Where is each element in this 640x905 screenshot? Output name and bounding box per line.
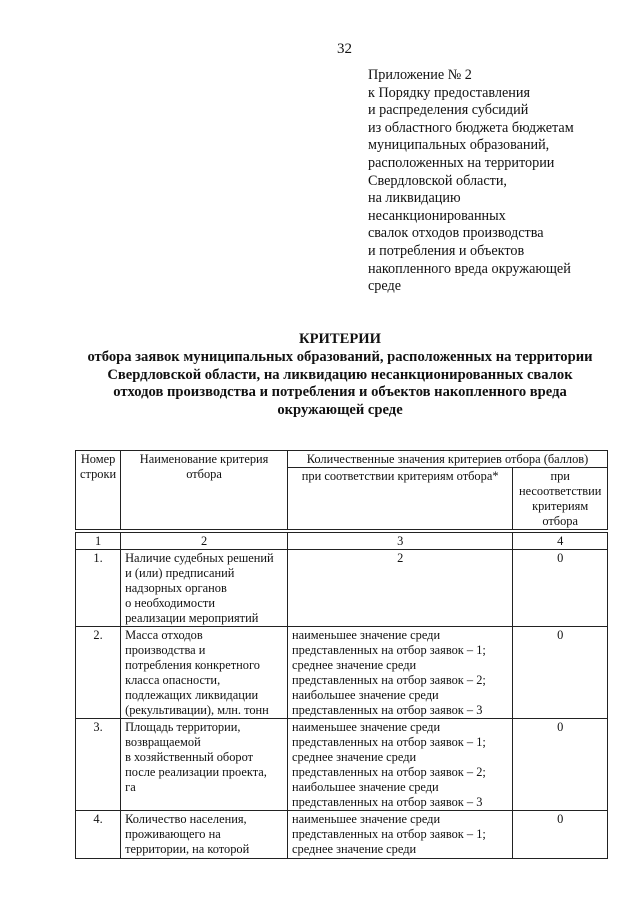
cell-line: надзорных органов <box>125 581 227 595</box>
header-text: Наименование критерия <box>139 452 269 466</box>
cell-line: территории, на которой <box>125 842 250 856</box>
cell-line: представленных на отбор заявок – 1; <box>292 643 486 657</box>
compliant-value <box>288 627 513 719</box>
cell-line: производства и <box>125 643 206 657</box>
appendix-line: к Порядку предоставления <box>368 84 530 101</box>
cell-line: га <box>125 780 136 794</box>
cell-line: наибольшее значение среди <box>292 688 439 702</box>
appendix-line: муниципальных образований, <box>368 137 550 154</box>
cell-line: среднее значение среди <box>292 842 417 856</box>
noncompliant-value: 0 <box>513 627 608 719</box>
table-row <box>76 627 608 719</box>
cell-line: в хозяйственный оборот <box>125 750 254 764</box>
cell-line: среднее значение среди <box>292 750 417 764</box>
appendix-line: свалок отходов производства <box>368 225 544 242</box>
appendix-line: и распределения субсидий <box>368 102 529 119</box>
noncompliant-value: 0 <box>513 550 608 627</box>
appendix-line: несанкционированных <box>368 207 506 224</box>
cell-line: о необходимости <box>125 596 215 610</box>
cell-line: проживающего на <box>125 827 221 841</box>
cell-line: наибольшее значение среди <box>292 780 439 794</box>
title-line: отбора заявок муниципальных образований, расположенных на территории <box>87 348 593 365</box>
document-title <box>40 331 640 420</box>
cell-line: представленных на отбор заявок – 2; <box>292 673 486 687</box>
title-heading: КРИТЕРИИ <box>299 331 381 347</box>
header-text: критериям <box>532 499 589 513</box>
header-criterion-name <box>121 451 288 530</box>
header-text: Номер <box>80 452 116 466</box>
appendix-line: накопленного вреда окружающей <box>368 260 571 277</box>
header-text: несоответствии <box>518 484 602 498</box>
column-number: 1 <box>76 533 121 550</box>
cell-line: после реализации проекта, <box>125 765 267 779</box>
page-number: 32 <box>337 41 352 57</box>
column-number: 2 <box>121 533 288 550</box>
header-text: при <box>550 469 570 483</box>
cell-line: наименьшее значение среди <box>292 720 441 734</box>
cell-line: потребления конкретного <box>125 658 260 672</box>
cell-line: представленных на отбор заявок – 1; <box>292 735 486 749</box>
header-values-group: Количественные значения критериев отбора (баллов) <box>288 451 608 468</box>
compliant-value <box>288 719 513 811</box>
criterion-name <box>121 627 288 719</box>
noncompliant-value: 0 <box>513 719 608 811</box>
cell-line: возвращаемой <box>125 735 201 749</box>
row-number: 1. <box>76 550 121 627</box>
table-row <box>76 719 608 811</box>
cell-line: Наличие судебных решений <box>125 551 274 565</box>
cell-line: Площадь территории, <box>125 720 241 734</box>
cell-line: представленных на отбор заявок – 3 <box>292 703 483 717</box>
cell-line: 2 <box>397 551 404 565</box>
row-number: 4. <box>76 811 121 859</box>
title-line: Свердловской области, на ликвидацию несанкционированных свалок <box>107 366 573 383</box>
row-number: 3. <box>76 719 121 811</box>
cell-line: Масса отходов <box>125 628 203 642</box>
column-number-row <box>76 533 608 550</box>
cell-line: представленных на отбор заявок – 1; <box>292 827 486 841</box>
appendix-line: Свердловской области, <box>368 172 507 189</box>
header-row-number <box>76 451 121 530</box>
cell-line: подлежащих ликвидации <box>125 688 259 702</box>
noncompliant-value: 0 <box>513 811 608 859</box>
criterion-name <box>121 719 288 811</box>
cell-line: (рекультивации), млн. тонн <box>125 703 269 717</box>
cell-line: реализации мероприятий <box>125 611 259 625</box>
criteria-table <box>75 450 608 859</box>
column-number: 4 <box>513 533 608 550</box>
cell-line: среднее значение среди <box>292 658 417 672</box>
cell-line: представленных на отбор заявок – 3 <box>292 795 483 809</box>
column-number: 3 <box>288 533 513 550</box>
appendix-note <box>368 67 574 296</box>
header-compliant: при соответствии критериям отбора* <box>288 468 513 530</box>
criterion-name <box>121 811 288 859</box>
cell-line: наименьшее значение среди <box>292 812 441 826</box>
appendix-line: расположенных на территории <box>368 154 555 171</box>
row-number: 2. <box>76 627 121 719</box>
appendix-line: на ликвидацию <box>368 190 461 207</box>
header-text: отбора <box>186 467 222 481</box>
cell-line: Количество населения, <box>125 812 247 826</box>
title-line: отходов производства и потребления и объектов накопленного вреда <box>113 384 567 401</box>
compliant-value <box>288 550 513 627</box>
header-text: отбора <box>542 514 578 528</box>
appendix-line: среде <box>368 278 402 295</box>
appendix-line: из областного бюджета бюджетам <box>368 119 574 136</box>
appendix-line: Приложение № 2 <box>368 67 472 83</box>
header-noncompliant <box>513 468 608 530</box>
header-text: строки <box>80 467 117 481</box>
appendix-line: и потребления и объектов <box>368 242 525 259</box>
cell-line: наименьшее значение среди <box>292 628 441 642</box>
table-row <box>76 811 608 859</box>
table-row <box>76 550 608 627</box>
criterion-name <box>121 550 288 627</box>
table-header-row <box>76 451 608 468</box>
title-line: окружающей среде <box>277 402 403 419</box>
cell-line: класса опасности, <box>125 673 221 687</box>
cell-line: и (или) предписаний <box>125 566 235 580</box>
compliant-value <box>288 811 513 859</box>
cell-line: представленных на отбор заявок – 2; <box>292 765 486 779</box>
